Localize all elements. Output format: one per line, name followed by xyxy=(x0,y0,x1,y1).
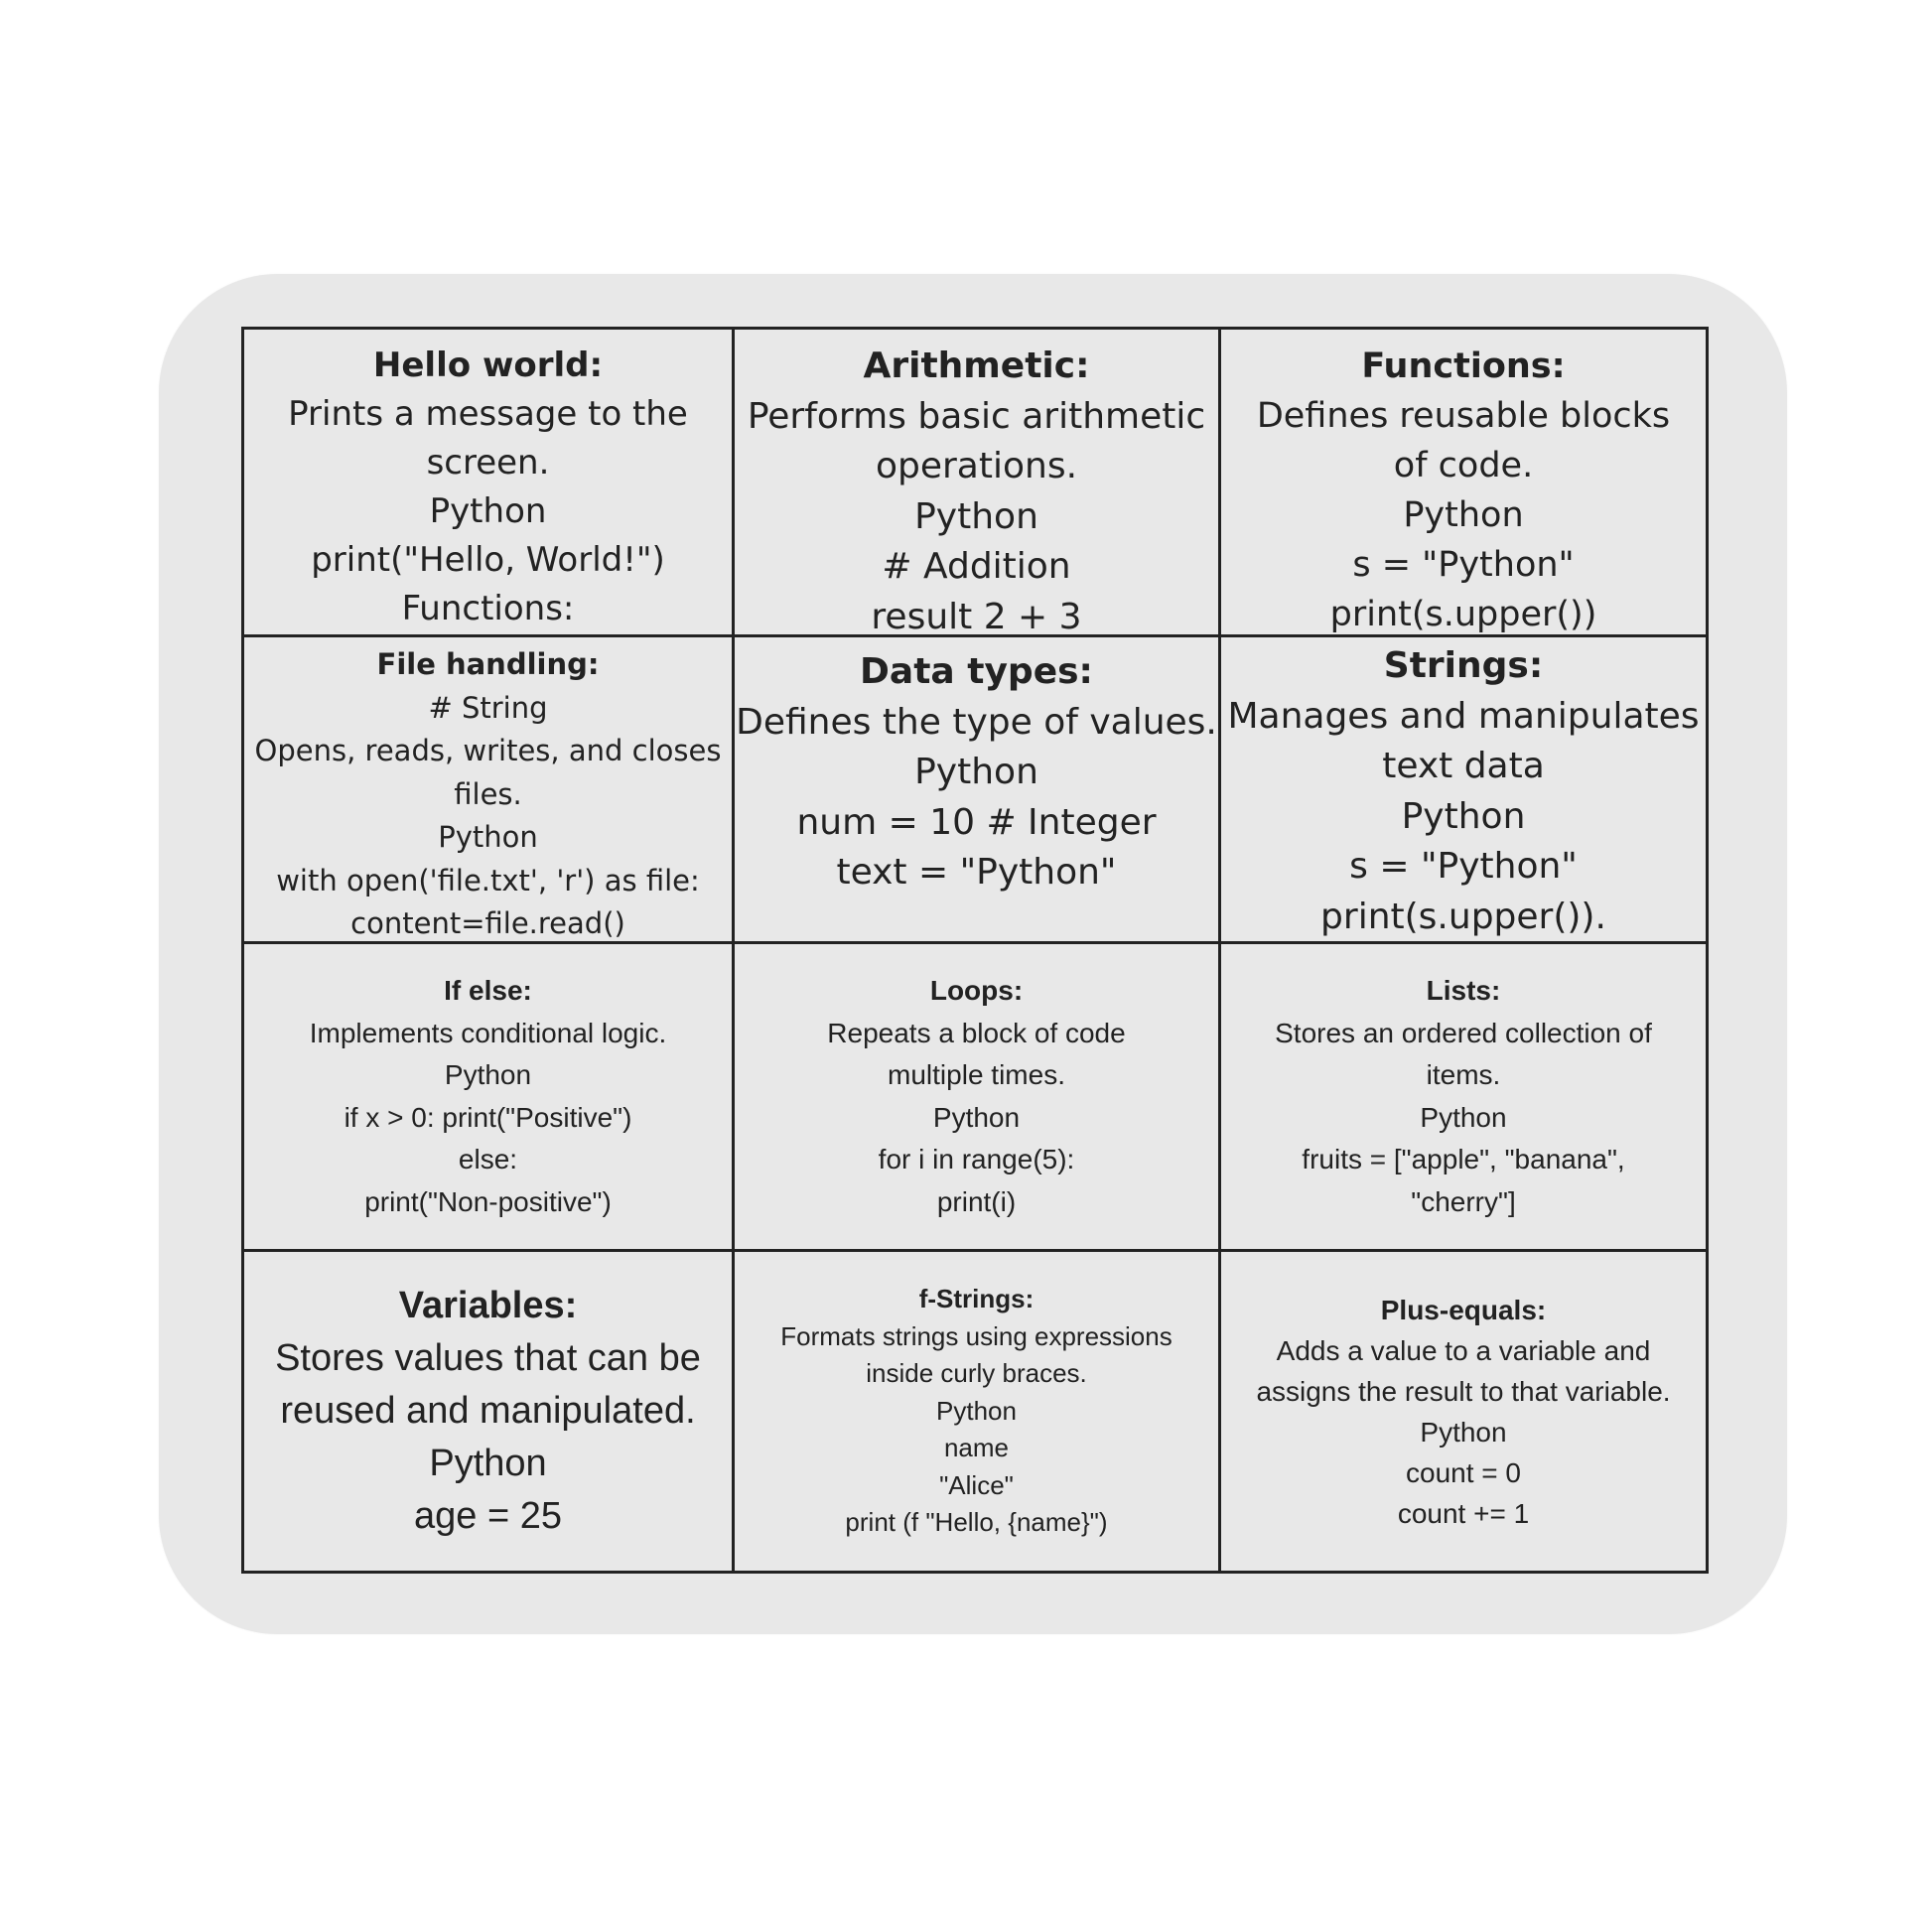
cell-line: "cherry"] xyxy=(1411,1185,1516,1217)
cell-line: multiple times. xyxy=(888,1059,1065,1090)
cell-line: if x > 0: print("Positive") xyxy=(344,1101,632,1133)
cell-variables xyxy=(244,1252,735,1571)
cell-line: Python xyxy=(936,1395,1017,1426)
cell-data-types xyxy=(735,637,1221,944)
cell-title: Loops: xyxy=(929,975,1024,1006)
cell-line: Opens, reads, writes, and closes xyxy=(254,734,722,767)
cell-line: name xyxy=(943,1433,1010,1463)
cell-line: for i in range(5): xyxy=(878,1144,1075,1174)
cell-title: If else: xyxy=(444,975,532,1006)
cell-line: Stores values that can be xyxy=(275,1337,701,1379)
cell-title: Variables: xyxy=(398,1285,578,1326)
cell-line: Prints a message to the xyxy=(288,394,688,434)
cell-title: Lists: xyxy=(1426,975,1501,1006)
cell-title: File handling: xyxy=(376,647,600,681)
cell-line: print (f "Hello, {name}") xyxy=(845,1507,1108,1538)
cell-line: Manages and manipulates xyxy=(1227,695,1700,737)
cell-line: Repeats a block of code xyxy=(827,1017,1126,1048)
cell-line: text data xyxy=(1382,746,1545,786)
cell-loops xyxy=(735,944,1221,1252)
cell-plus-equals xyxy=(1221,1252,1706,1571)
cell-line: # Addition xyxy=(882,546,1071,587)
cell-line: fruits = ["apple", "banana", xyxy=(1302,1144,1625,1174)
cell-line: text = "Python" xyxy=(836,852,1117,893)
cell-line: Python xyxy=(932,1101,1021,1133)
cell-line: Python xyxy=(429,1443,547,1484)
cell-line: num = 10 # Integer xyxy=(796,801,1157,843)
cell-line: Python xyxy=(1420,1101,1507,1133)
cell-functions xyxy=(1221,330,1706,637)
cell-title: Arithmetic: xyxy=(863,345,1090,386)
cell-line: age = 25 xyxy=(414,1495,562,1537)
cell-line: count += 1 xyxy=(1397,1497,1530,1529)
cell-line: print(i) xyxy=(936,1185,1017,1217)
cell-file-handling xyxy=(244,637,735,944)
cell-line: Python xyxy=(429,491,547,531)
cell-line: print(s.upper()). xyxy=(1320,896,1606,937)
cell-title: Data types: xyxy=(860,651,1093,692)
cell-line: # String xyxy=(428,690,548,725)
cell-line: print(s.upper()) xyxy=(1329,595,1597,634)
cell-line: Python xyxy=(444,1059,532,1090)
cell-arithmetic xyxy=(735,330,1221,637)
cell-line: assigns the result to that variable. xyxy=(1256,1375,1671,1407)
cell-line: inside curly braces. xyxy=(866,1358,1087,1389)
cell-line: Adds a value to a variable and xyxy=(1276,1334,1651,1366)
cell-line: print("Hello, World!") xyxy=(311,540,665,580)
cell-line: Python xyxy=(438,820,538,854)
cell-line: "Alice" xyxy=(939,1469,1014,1500)
cell-line: Formats strings using expressions xyxy=(780,1320,1173,1351)
cell-line: Python xyxy=(1420,1416,1507,1448)
cell-title: Functions: xyxy=(1361,346,1566,386)
cheat-sheet-grid xyxy=(241,327,1709,1574)
cell-title: f-Strings: xyxy=(918,1284,1035,1314)
cell-hello-world xyxy=(244,330,735,637)
cell-line: items. xyxy=(1426,1059,1501,1090)
cell-line: files. xyxy=(454,776,522,811)
cell-line: s = "Python" xyxy=(1349,846,1578,887)
cell-line: Python xyxy=(1403,495,1524,535)
cell-line: Python xyxy=(914,752,1038,792)
cell-lists xyxy=(1221,944,1706,1252)
cell-line: Python xyxy=(1401,795,1526,837)
cell-line: Defines the type of values. xyxy=(736,701,1217,743)
cell-line: s = "Python" xyxy=(1352,545,1575,585)
cell-line: Functions: xyxy=(401,589,575,628)
cell-title: Strings: xyxy=(1383,645,1544,686)
cell-line: else: xyxy=(458,1144,518,1174)
cell-line: screen. xyxy=(426,443,550,483)
cell-f-strings xyxy=(735,1252,1221,1571)
cell-title: Plus-equals: xyxy=(1380,1294,1547,1325)
cell-line: Defines reusable blocks xyxy=(1256,396,1671,436)
cell-title: Hello world: xyxy=(372,345,604,385)
cell-if-else xyxy=(244,944,735,1252)
cell-line: count = 0 xyxy=(1406,1456,1521,1488)
cell-line: of code. xyxy=(1393,446,1534,485)
cell-line: Python xyxy=(914,495,1038,537)
cell-line: print("Non-positive") xyxy=(364,1185,612,1217)
cell-line: result 2 + 3 xyxy=(871,596,1082,637)
cell-strings xyxy=(1221,637,1706,944)
cell-line: Implements conditional logic. xyxy=(309,1017,667,1048)
cell-line: reused and manipulated. xyxy=(280,1390,696,1432)
cell-line: operations. xyxy=(875,446,1078,486)
cell-line: content=file.read() xyxy=(350,906,625,940)
cell-line: Performs basic arithmetic xyxy=(747,395,1206,437)
cell-line: with open('file.txt', 'r') as file: xyxy=(276,863,700,897)
cell-line: Stores an ordered collection of xyxy=(1275,1017,1652,1048)
